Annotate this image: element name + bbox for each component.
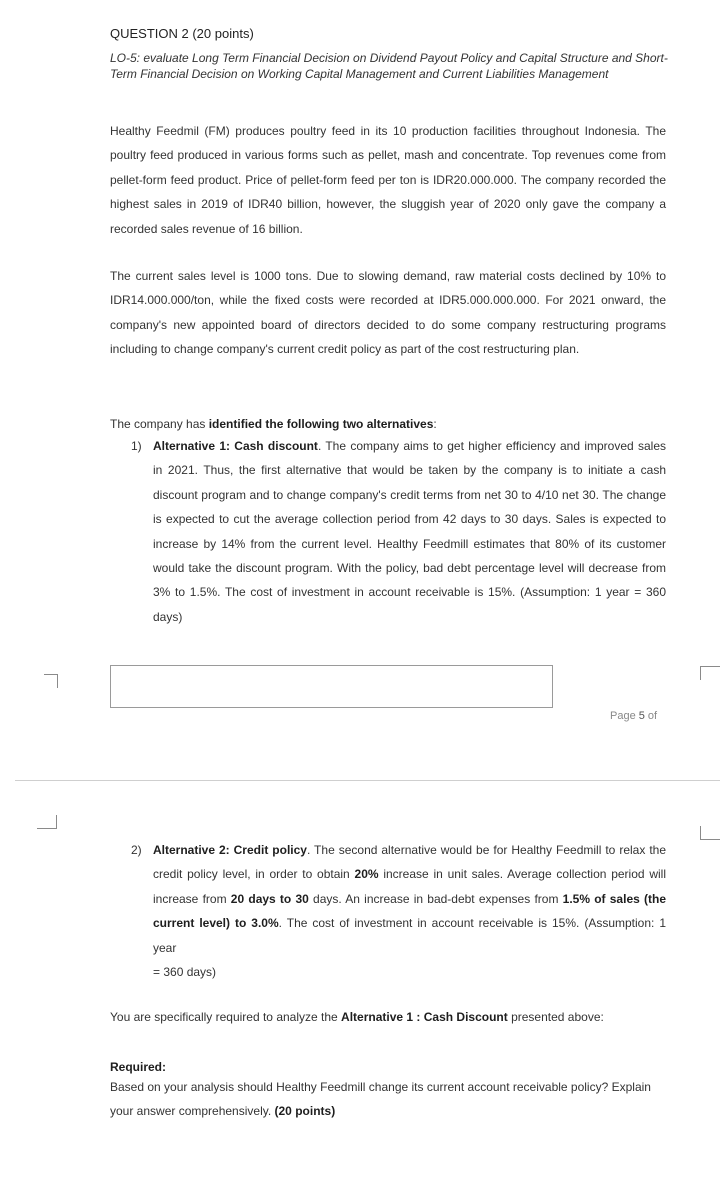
alternative-2-text-2: increase in unit sales. Average collection period will increase from (153, 867, 666, 906)
alternative-2-title: Alternative 2: Credit policy (153, 843, 307, 857)
answer-input-box[interactable] (110, 665, 553, 708)
required-text (110, 1076, 666, 1123)
instruction-bold: Alternative 1 : Cash Discount (341, 1010, 508, 1024)
alternative-2-bold-3: 1.5% of sales (the current level) to 3.0% (153, 891, 666, 931)
page-number-suffix: of (644, 710, 658, 722)
question-title: QUESTION 2 (20 points) (110, 26, 254, 41)
page-separator (15, 780, 720, 781)
alternative-2-bold-1: 20% (354, 867, 379, 882)
alternative-1-text: . The company aims to get higher efficiency and improved sales in 2021. Thus, the first alternative that would be taken by the company is to initiate a cash discount program and to change company's credit terms from net 30 to 4/10 net 30. The change is expected to cut the average collection period from 42 days to 30 days. Sales is expected to increase by 14% from the current level. Healthy Feedmill estimates that 80% of its customer would take the discount program. With the policy, bad debt percentage level will decrease from 3% to 1.5%. The cost of investment in account receivable is 15%. (Assumption: 1 year = 360 days) (153, 439, 666, 624)
required-question: Based on your analysis should Healthy Feedmill change its current account receivable policy? Explain your answer comprehensively. (110, 1080, 651, 1118)
crop-mark-top-right (700, 666, 720, 680)
alternative-2-text-3: days. An increase in bad-debt expenses from (308, 891, 563, 906)
alternatives-intro-colon: : (433, 417, 437, 431)
paragraph-company-intro: Healthy Feedmil (FM) produces poultry feed in its 10 production facilities throughout Indonesia. The poultry feed produced in various forms such as pellet, mash and concentrate. Top revenues come from pellet-form feed product. Price of pellet-form feed per ton is IDR20.000.000. The company recorded the highest sales in 2019 of IDR40 billion, however, the sluggish year of 2020 only gave the company a recorded sales revenue of 16 billion. (110, 124, 666, 236)
crop-mark-bottom-right (700, 826, 720, 840)
alternative-1-item (110, 434, 666, 629)
crop-mark-bottom-left (37, 815, 57, 829)
alternative-2-text-4: . The cost of investment in account receivable is 15%. (Assumption: 1 year (153, 916, 666, 955)
page-number-current: 5 (638, 710, 645, 722)
alternatives-intro-text: The company has (110, 417, 209, 431)
alternative-1 (110, 434, 666, 629)
alternative-2-text-1: . The second alternative would be for Healthy Feedmill to relax the credit policy level, in order to obtain (153, 843, 666, 882)
paragraph-alternatives-intro (110, 412, 666, 436)
required-title: Required: (110, 1060, 167, 1074)
alternative-2-item (110, 838, 666, 984)
alternative-2-number: 2) (131, 843, 142, 857)
alternative-2 (110, 838, 666, 984)
instruction-pre: You are specifically required to analyze the (110, 1010, 342, 1024)
crop-mark-top-left (44, 674, 58, 688)
alternative-1-title: Alternative 1: Cash discount (153, 439, 318, 453)
page-number (610, 710, 657, 722)
alternatives-intro-bold: identified the following two alternatives (208, 417, 434, 431)
required-points: (20 points) (274, 1103, 336, 1118)
paragraph-current-sales: The current sales level is 1000 tons. Due to slowing demand, raw material costs declined by 10% to IDR14.000.000/ton, while the fixed costs were recorded at IDR5.000.000.000. For 2021 onward, the company's new appointed board of directors decided to do some company restructuring programs including to change company's current credit policy as part of the cost restructuring plan. (110, 269, 666, 357)
alternative-1-number: 1) (131, 439, 142, 453)
instruction-post: presented above: (507, 1010, 604, 1024)
page-number-prefix: Page (610, 710, 639, 722)
instruction-line (110, 1010, 604, 1024)
learning-outcome: LO-5: evaluate Long Term Financial Decision on Dividend Payout Policy and Capital Structure and Short- Term Financial Decision on Working Capital Management and Current Liabilities Management (110, 51, 668, 81)
alternative-2-text-5: = 360 days) (153, 965, 217, 980)
alternative-2-bold-2: 20 days to 30 (230, 891, 309, 906)
